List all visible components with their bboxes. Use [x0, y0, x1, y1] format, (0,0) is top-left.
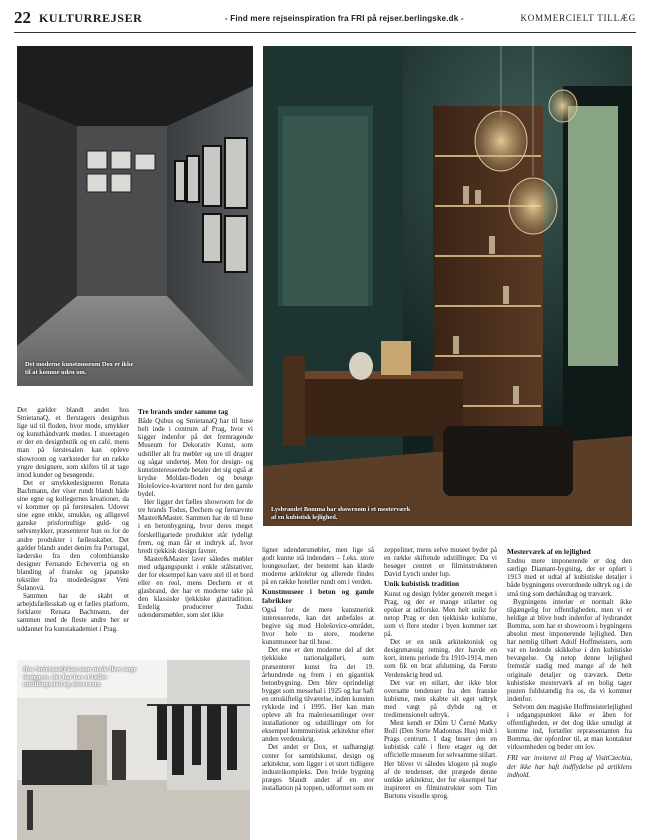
subheading: Unik kubistisk tradition: [384, 579, 460, 589]
paragraph: Det er en unik arkitektonisk og designmæssig retning, der havde en kort, intens periode fra 1910-1914, men som fik en brat afslutning, da Første Verdenskrig brød ud.: [384, 638, 497, 679]
paragraph: Det er smykkedesigneren Renata Bachmann, der viser rundt blandt både sine egne og kollegernes kreationer, da vi kommer op på førstesalen. Udover sine egne enkle, smukke, og alligevel ganske prisfornuftige guld- og sølvsmykker, præsenterer hun os for de andre produkter i fællesskabet. Det gælder blandt andet denim fra Portugal, lædersko fra den colombianske designer Fernando Echeverria og en blanding af franske og japanske tekstiler fra modedesigner Veni Šulanová.: [17, 478, 129, 593]
paragraph: ligner udendørsmøbler, men lige så godt kunne stå indendørs – f.eks. store loungesofaer, der bestemt kan klæde moderne arkitektur og allerede findes på en række hoteller rundt om i verden.: [262, 546, 374, 587]
paragraph: Også for de mere kunstnerisk interesserede, kan det anbefales at begive sig mod Holešovice-området, hvor hele to store, moderne kunstmuseer har til huse.: [262, 605, 374, 647]
paragraph: Det gælder blandt andet hos SmietanaQ, et flerstagers designhus lige ud til floden, hvor mode, smykker og kunsthåndværk mødes. I stueetagen er der en designbutik og en café, mens man på førstesalen kan opleve showroom og værksteder for en række yngre designere, som skiftes til at tage imod kunder og besøgende.: [17, 406, 129, 479]
article-column-2: [138, 406, 253, 620]
paragraph: Mest kendt er Dům U Černé Matky Boží (Den Sorte Madonnas Hus) midt i Prags centrum. I dag huser den en kubistisk café i flere etager og det officielle museum for selvsamme stilart. Her bliver vi således klogere på nogle af de tendenser, der prægede denne unikke arkitektur, der for eksempel har inspireret en filminstruktør som Tim Burtons visuelle sprog.: [384, 719, 497, 800]
paragraph: zeppeliner, mens selve museet byder på en række skiftende udstillinger. Da vi besøger centret er filminstruktøren David Lynch under lup.: [384, 546, 497, 579]
page-header: [14, 8, 636, 33]
smietanaq-photo: [17, 660, 250, 840]
subheading: Tre brands under samme tag: [138, 407, 228, 416]
paragraph: Bygningens interiør er normalt ikke tilgængelig for offentligheden, men vi er heldige at blive budt indenfor af lysbrandet Bomma, som har et showroom i bygningens absolut mest imponerende lejlighed. Den har nemlig tilhørt Adolf Hoffmeisters, som var en ledende skikkelse i den kubistiske bevægelse. Og netop denne lejlighed fremstår stadig med mange af de helt originale detaljer og træværk. Dette kubistiske mesterværk af en bolig tager pusten fuldstændig fra os, da vi kommer indenfor.: [507, 597, 632, 703]
paragraph: Master&Master laver således møbler med udgangspunkt i enkle stålstativer, der for eksempel kan være stel til et bord eller en reol, mens Dechem er et glasbrand, der har et moderne take på den klassiske tjekkiske glastradition. Endelig producerer Todus udendørsmøbler, som slet ikke: [138, 554, 253, 620]
subheading: Kunstmuseer i beton og gamle fabrikker: [262, 587, 374, 605]
paragraph: Det var en stilart, der ikke blot oversatte tendenser fra den franske kubisme, men skabte sit eget udtryk med vægt på dybde og et tredimensionelt udtryk.: [384, 678, 497, 719]
disclosure-note: FRI var inviteret til Prag af VisitCzechia, der ikke har haft indflydelse på artiklens indhold.: [507, 754, 632, 779]
museum-caption: Det moderne kunstmuseum Dox er ikke til at komme uden om.: [25, 361, 134, 376]
section-title: KULTURREJSER: [39, 11, 143, 25]
paragraph: Det andet er Dox, et uafhængigt center for samtidskunst, design og arkitektur, som ligger i et stort tidligere industrikompleks. Den hvide bygning præges blandt andet af en stor installation på toppen, udformet som en: [262, 743, 374, 792]
supplement-label: KOMMERCIELT TILLÆG: [520, 13, 636, 23]
paragraph: Selvom den magiske Hoffmeisterlejlighed i udgangspunktet ikke er åben for offentligheden, er det dog ikke umuligt at komme ind, fortæller repræsentanten fra Bomma, der opfordrer til, at man kontakter virksomheden og beder om lov.: [507, 702, 632, 752]
article-column-3: [262, 546, 374, 792]
article-column-4: [384, 546, 497, 800]
paragraph: Her ligger det fælles showroom for de tre brands Todus, Dechem og førnævnte Master&Master. Sammen har de til huse i en betonbygning, hvor deres meget forskelligartede produkter står tydeligt frem, og man får et indtryk af, hvor bredt tjekkisk design favner.: [138, 498, 253, 555]
museum-photo: [17, 46, 253, 386]
subheading: Mesterværk af en lejlighed: [507, 547, 591, 556]
article-column-1: [17, 406, 129, 633]
bomma-caption: Lysbrandet Bomma har showroom i et mesterværk af en kubistisk lejlighed.: [271, 506, 411, 521]
paragraph: Endnu mere imponerende er dog den særlige Diamant-bygning, der er opført i 1913 med et udtal af kubistiske detaljer i både bygningens overordnede udtryk og i de små ting som dørhåndtag og træværk.: [507, 557, 632, 598]
tagline-link[interactable]: - Find mere rejseinspiration fra FRI på rejser.berlingske.dk -: [225, 14, 464, 23]
smietanaq-caption: Hos SmietanaQ kan man mode flere unge designere, der har bar et fælles udstillingssted og showroom.: [23, 666, 137, 689]
paragraph: Kunst og design fylder generelt meget i Prag, og der er mange stilarter og epoker at udforske. Men helt unikt for netop Prag er den tjekkiske kubisme, som vi flere steder i byen kommer tæt på.: [384, 589, 497, 639]
paragraph: Sammen har de skabt et arbejdsfællesskab og et fælles platform, forklarer Renata Bachmann, der sammen med de fleste andre her er uddannet fra kunstakademiet i Prag.: [17, 592, 129, 633]
article-column-5: [507, 546, 632, 779]
page-number: 22: [14, 8, 31, 27]
bomma-photo: [263, 46, 632, 526]
paragraph: Det ene er den moderne del af det tjekkiske nationalgalleri, som præsenterer kunst fra det 19. århundrede og frem i en gigantisk betonbygning. Den blev oprindeligt bygget som messehal i 1925 og har haft en omskiftelig tilværelse, inden kunsten rykkede ind i 1995. Her kan man opleve alt fra maleriesamlinger over installationer og udstillinger om for eksempel kommunistisk arkitektur efter anden verdenskrig.: [262, 646, 374, 744]
paragraph: Både Qubus og SmietanaQ har til huse helt inde i centrum af Prag, hvor vi kigger indenfor på det fremragende Museum for Dekorativ Kunst, som udstiller alt fra møbler og ure til dragter og sågar undertøj. Men for design- og kunstinteresserede betaler det sig også at krydse Moldau-floden og besøge Holešovice-kvarteret nord for den gamle bydel.: [138, 417, 253, 499]
